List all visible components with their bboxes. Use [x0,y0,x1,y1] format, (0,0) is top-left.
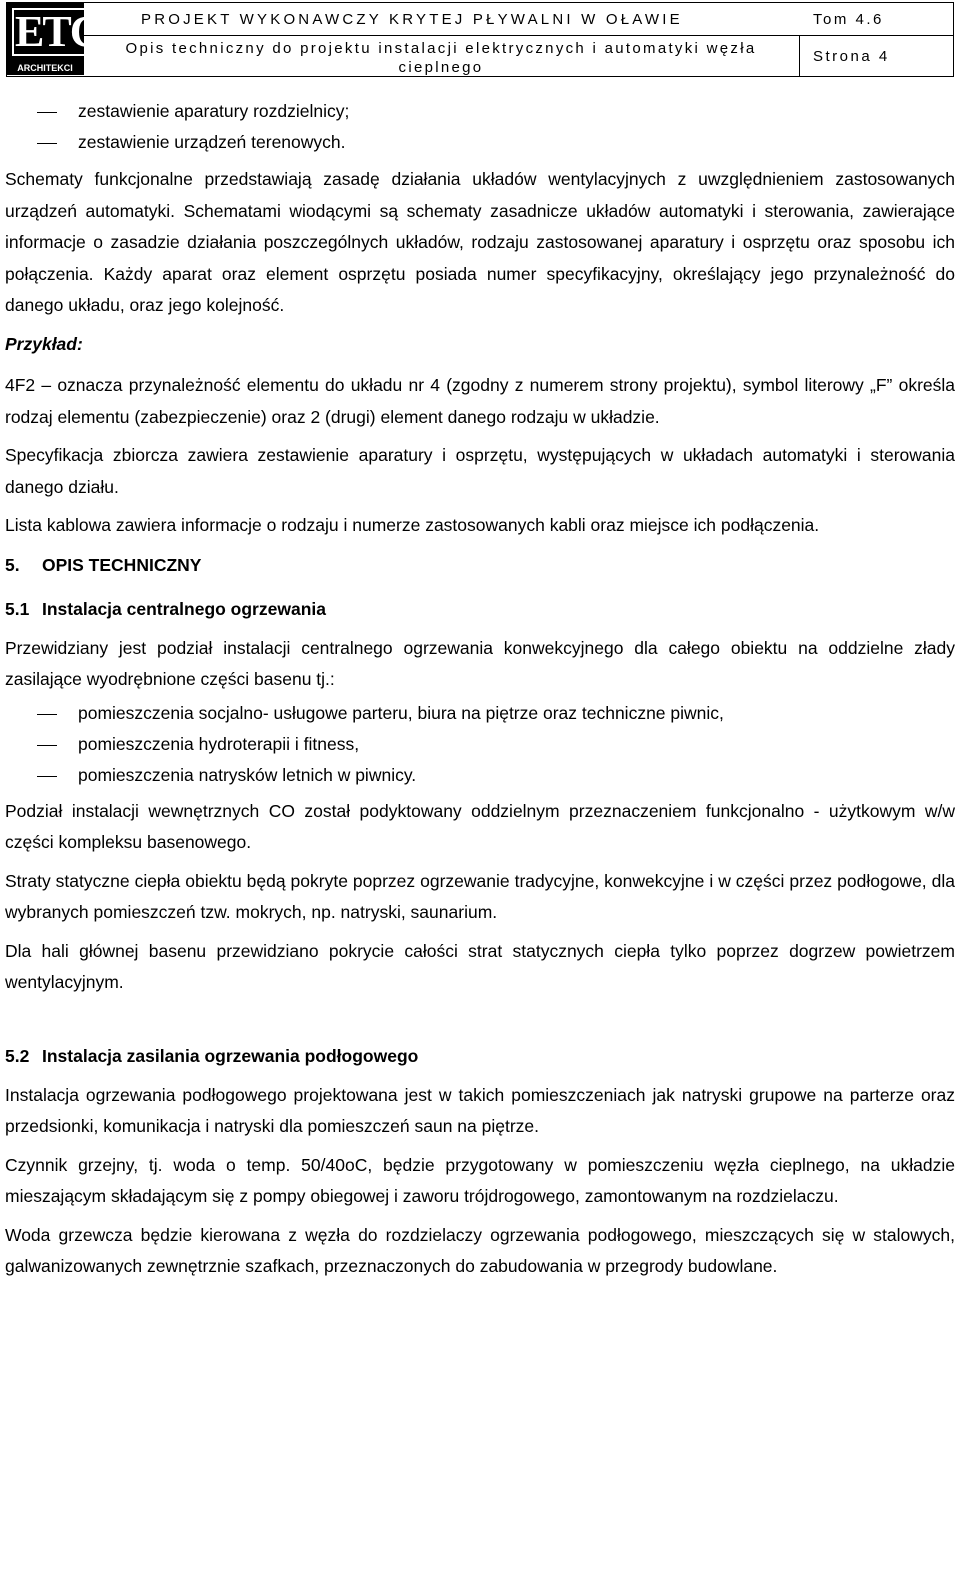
paragraph-example: 4F2 – oznacza przynależność elementu do układu nr 4 (zgodny z numerem strony projektu), symbol literowy „F” określa rodzaj elementu (zabezpieczenie) oraz 2 (drugi) element danego rodzaju w układzie. [5,375,955,427]
section-number: 5.1 [5,598,30,619]
document-body [5,96,955,1290]
page-header [6,2,954,77]
logo-subtext: ARCHITEKCI [17,63,73,73]
section-heading-5 [5,550,955,580]
section-title: Instalacja centralnego ogrzewania [42,598,326,619]
dash-list [5,698,955,791]
paragraph-5-2-1: Instalacja ogrzewania podłogowego projektowana jest w takich pomieszczeniach jak natryski grupowe na parterze oraz przedsionki, komunikacja i natryski dla pomieszczeń saun na piętrze. [5,1084,955,1136]
page-number: Strona 4 [813,48,890,65]
logo-mark: ETC [13,7,75,57]
section-heading-5-2 [5,1041,955,1071]
list-item: zestawienie aparatury rozdzielnicy; [5,96,955,127]
example-label: Przykład: [5,333,83,354]
document-subtitle: Opis techniczny do projektu instalacji elektrycznych i automatyki węzła cieplnego [125,40,757,76]
paragraph-5-1-intro: Przewidziany jest podział instalacji centralnego ogrzewania konwekcyjnego dla całego obiektu na oddzielne złady zasilające wyodrębnione części basenu tj.: [5,637,955,689]
section-title: OPIS TECHNICZNY [42,554,202,575]
paragraph-5-2-3: Woda grzewcza będzie kierowana z węzła do rozdzielaczy ogrzewania podłogowego, mieszczących się w stalowych, galwanizowanych zewnętrznie szafkach, przeznaczonych do zabudowania w przegrody budowlane. [5,1224,955,1276]
list-item: pomieszczenia socjalno- usługowe parteru, biura na piętrze oraz techniczne piwnic, [5,698,955,729]
section-heading-5-1 [5,594,955,624]
list-item: pomieszczenia hydroterapii i fitness, [5,729,955,760]
list-item: zestawienie urządzeń terenowych. [5,127,955,158]
section-number: 5. [5,554,20,575]
header-divider [83,35,953,36]
dash-list [5,96,955,158]
paragraph-straty: Straty statyczne ciepła obiektu będą pokryte poprzez ogrzewanie tradycyjne, konwekcyjne i w części przez podłogowe, dla wybranych pomieszczeń tzw. mokrych, np. natryski, saunarium. [5,870,955,922]
section-number: 5.2 [5,1045,30,1066]
section-title: Instalacja zasilania ogrzewania podłogowego [42,1045,419,1066]
paragraph-lista-kablowa: Lista kablowa zawiera informacje o rodzaju i numerze zastosowanych kabli oraz miejsce ich podłączenia. [5,515,820,535]
paragraph-podzial: Podział instalacji wewnętrznych CO został podyktowany oddzielnym przeznaczeniem funkcjonalno - użytkowym w/w części kompleksu basenowego. [5,800,955,852]
header-vertical-divider [799,35,800,76]
paragraph-schematy: Schematy funkcjonalne przedstawiają zasadę działania układów wentylacyjnych z uwzględnieniem zastosowanych urządzeń automatyki. Schematami wiodącymi są schematy zasadnicze układów automatyki i sterowania, zawierające informacje o zasadzie działania poszczególnych układów, rodzaju zastosowanej aparatury i osprzętu oraz sposobu ich połączenia. Każdy aparat oraz element osprzętu posiada numer specyfikacyjny, określający jego przynależność do danego układu, oraz jego kolejność. [5,169,955,315]
volume-number: Tom 4.6 [813,11,884,28]
list-item: pomieszczenia natrysków letnich w piwnicy. [5,760,955,791]
paragraph-hala: Dla hali głównej basenu przewidziano pokrycie całości strat statycznych ciepła tylko poprzez dogrzew powietrzem wentylacyjnym. [5,940,955,992]
paragraph-5-2-2: Czynnik grzejny, tj. woda o temp. 50/40oC, będzie przygotowany w pomieszczeniu węzła cieplnego, na układzie mieszającym składającym się z pompy obiegowej i zaworu trójdrogowego, zamontowanym na rozdzielaczu. [5,1154,955,1206]
project-title: PROJEKT WYKONAWCZY KRYTEJ PŁYWALNI W OŁAWIE [141,11,683,28]
company-logo [7,3,100,75]
paragraph-specyfikacja: Specyfikacja zbiorcza zawiera zestawienie aparatury i osprzętu, występujących w układach automatyki i sterowania danego działu. [5,445,955,497]
